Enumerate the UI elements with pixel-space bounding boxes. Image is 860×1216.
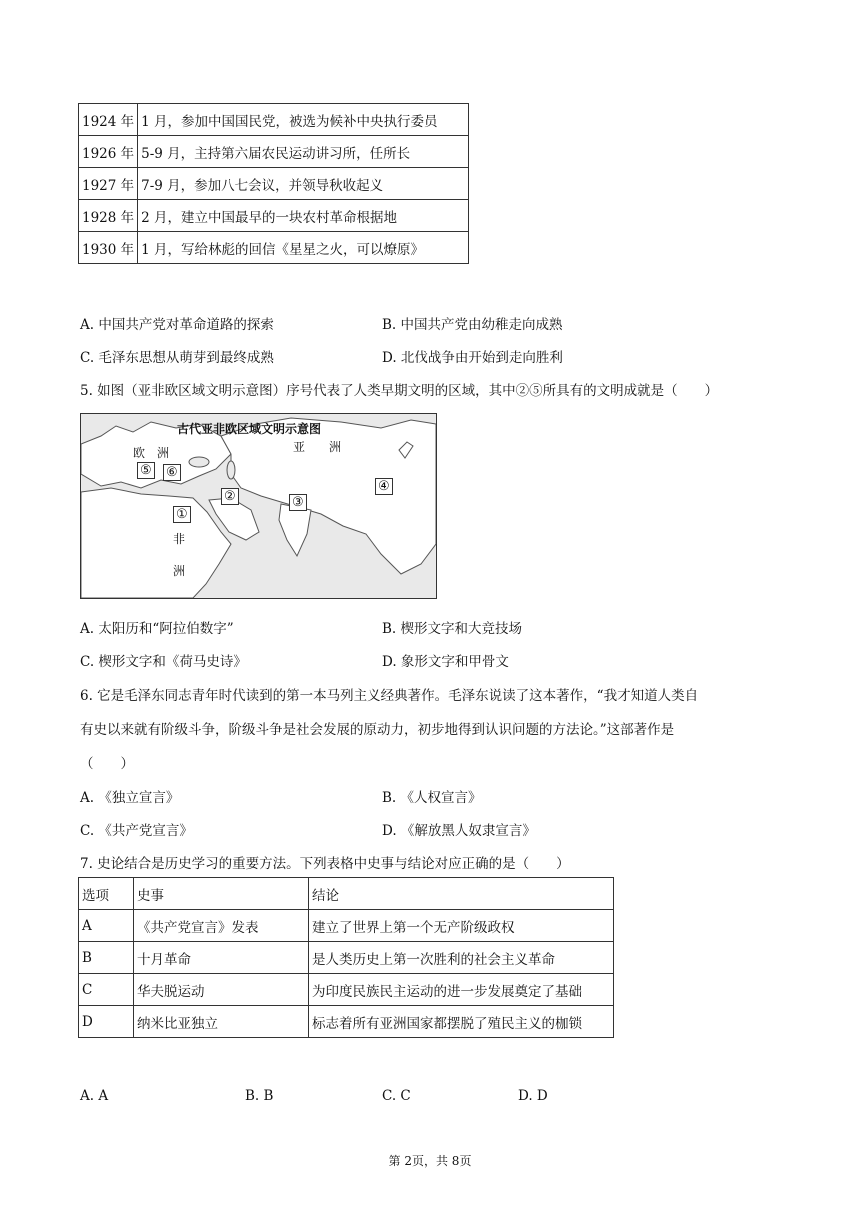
table-cell: C — [79, 974, 134, 1006]
map-label-africa-1: 非 — [173, 532, 186, 546]
table-row — [79, 136, 469, 168]
event-cell: 1 月，参加中国国民党，被选为候补中央执行委员 — [138, 104, 469, 136]
map-title: 古代亚非欧区域文明示意图 — [177, 422, 322, 436]
table-row — [79, 1006, 614, 1038]
map-marker-4: ④ — [375, 478, 393, 495]
table-row — [79, 910, 614, 942]
table-header: 结论 — [309, 878, 614, 910]
q7-option-b: B. B — [245, 1088, 274, 1104]
table-cell: 十月革命 — [134, 942, 309, 974]
table-cell: 建立了世界上第一个无产阶级政权 — [309, 910, 614, 942]
q7-option-a: A. A — [80, 1088, 109, 1104]
q6-option-a: A. 《独立宣言》 — [80, 790, 180, 806]
table-header: 选项 — [79, 878, 134, 910]
table-cell: 华夫脱运动 — [134, 974, 309, 1006]
year-cell: 1924 年 — [79, 104, 138, 136]
q5-stem: 5. 如图（亚非欧区域文明示意图）序号代表了人类早期文明的区域，其中②⑤所具有的文明成就是（ ） — [80, 383, 719, 399]
table-row — [79, 974, 614, 1006]
year-cell: 1928 年 — [79, 200, 138, 232]
q6-stem-line3: （ ） — [80, 756, 134, 772]
q6-option-b: B. 《人权宣言》 — [382, 790, 482, 806]
table-header: 史事 — [134, 878, 309, 910]
event-cell: 5-9 月，主持第六届农民运动讲习所，任所长 — [138, 136, 469, 168]
q6-stem-line1: 6. 它是毛泽东同志青年时代读到的第一本马列主义经典著作。毛泽东说读了这本著作，“我才知道人类自 — [80, 688, 699, 704]
table-cell: 为印度民族民主运动的进一步发展奠定了基础 — [309, 974, 614, 1006]
timeline-table — [78, 103, 469, 264]
q4-option-c: C. 毛泽东思想从萌芽到最终成熟 — [80, 350, 274, 366]
map-marker-1: ① — [173, 506, 191, 523]
table-cell: 纳米比亚独立 — [134, 1006, 309, 1038]
year-cell: 1930 年 — [79, 232, 138, 264]
map-marker-5: ⑤ — [137, 462, 155, 479]
q5-option-a: A. 太阳历和“阿拉伯数字” — [80, 621, 234, 637]
q6-option-d: D. 《解放黑人奴隶宣言》 — [382, 823, 536, 839]
event-cell: 1 月，写给林彪的回信《星星之火，可以燎原》 — [138, 232, 469, 264]
q4-option-a: A. 中国共产党对革命道路的探索 — [80, 317, 274, 333]
q6-stem-line2: 有史以来就有阶级斗争，阶级斗争是社会发展的原动力，初步地得到认识问题的方法论。”这部著作是 — [80, 722, 675, 738]
table-cell: A — [79, 910, 134, 942]
table-cell: 标志着所有亚洲国家都摆脱了殖民主义的枷锁 — [309, 1006, 614, 1038]
year-cell: 1926 年 — [79, 136, 138, 168]
table-row — [79, 104, 469, 136]
map-graphic — [81, 414, 436, 598]
q7-option-d: D. D — [518, 1088, 548, 1104]
table-row — [79, 168, 469, 200]
table-row — [79, 200, 469, 232]
event-cell: 7-9 月，参加八七会议，并领导秋收起义 — [138, 168, 469, 200]
map-label-africa-2: 洲 — [173, 564, 186, 578]
table-cell: D — [79, 1006, 134, 1038]
q6-option-c: C. 《共产党宣言》 — [80, 823, 193, 839]
civilization-map — [80, 413, 437, 599]
q4-option-d: D. 北伐战争由开始到走向胜利 — [382, 350, 563, 366]
q7-stem: 7. 史论结合是历史学习的重要方法。下列表格中史事与结论对应正确的是（ ） — [80, 856, 570, 872]
event-cell: 2 月，建立中国最早的一块农村革命根据地 — [138, 200, 469, 232]
table-row — [79, 942, 614, 974]
q7-table — [78, 877, 614, 1038]
table-cell: B — [79, 942, 134, 974]
table-cell: 《共产党宣言》发表 — [134, 910, 309, 942]
map-label-europe: 欧 洲 — [133, 446, 170, 460]
q4-option-b: B. 中国共产党由幼稚走向成熟 — [382, 317, 563, 333]
q5-option-b: B. 楔形文字和大竞技场 — [382, 621, 523, 637]
q7-option-c: C. C — [382, 1088, 411, 1104]
page-footer: 第 2页，共 8页 — [388, 1154, 472, 1168]
map-label-asia: 亚 洲 — [293, 440, 342, 454]
year-cell: 1927 年 — [79, 168, 138, 200]
map-marker-3: ③ — [289, 494, 307, 511]
table-header-row — [79, 878, 614, 910]
q5-option-c: C. 楔形文字和《荷马史诗》 — [80, 654, 247, 670]
map-marker-6: ⑥ — [163, 464, 181, 481]
q5-option-d: D. 象形文字和甲骨文 — [382, 654, 509, 670]
map-marker-2: ② — [221, 488, 239, 505]
table-cell: 是人类历史上第一次胜利的社会主义革命 — [309, 942, 614, 974]
table-row — [79, 232, 469, 264]
